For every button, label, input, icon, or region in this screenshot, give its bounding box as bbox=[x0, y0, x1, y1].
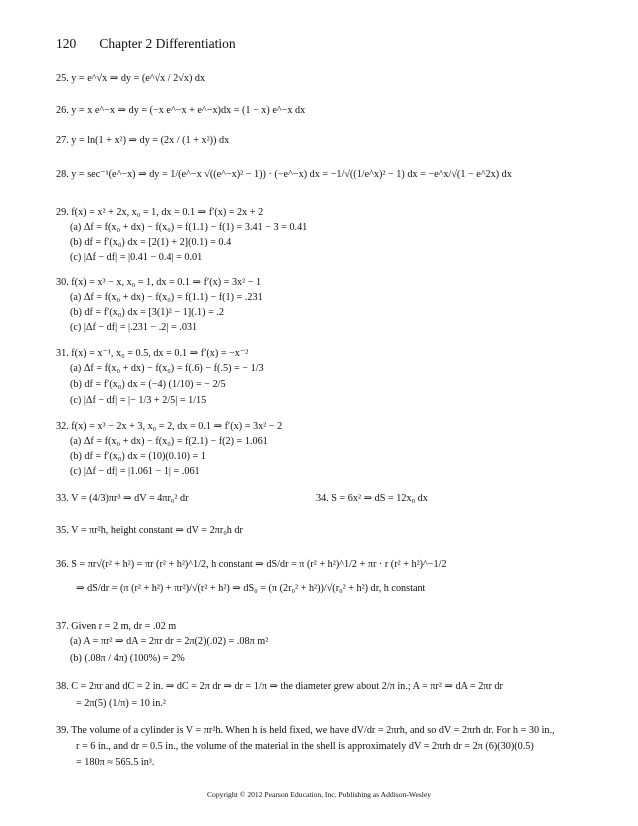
solution-line: (b) (.08π / 4π) (100%) = 2% bbox=[70, 653, 185, 664]
solution-line: (b) df = f′(x₀) dx = [2(1) + 2](0.1) = 0.4 bbox=[70, 237, 232, 248]
solution-line: 28. y = sec⁻¹(e^−x) ⇒ dy = 1/(e^−x √((e^−x)² − 1)) · (−e^−x) dx = −1/√((1/e^x)² − 1) dx = −e^x/√(1 − e^2x) dx bbox=[56, 169, 512, 180]
solution-line: (a) Δf = f(x₀ + dx) − f(x₀) = f(1.1) − f(1) = .231 bbox=[70, 292, 263, 303]
solution-line: 27. y = ln(1 + x²) ⇒ dy = (2x / (1 + x²)) dx bbox=[56, 135, 230, 146]
solution-line: 30. f(x) = x³ − x, x₀ = 1, dx = 0.1 ⇒ f′(x) = 3x² − 1 bbox=[56, 277, 262, 288]
solution-line: 32. f(x) = x³ − 2x + 3, x₀ = 2, dx = 0.1 ⇒ f′(x) = 3x² − 2 bbox=[56, 421, 283, 432]
solution-line: (c) |Δf − df| = |.231 − .2| = .031 bbox=[70, 322, 198, 333]
solution-line: (a) Δf = f(x₀ + dx) − f(x₀) = f(2.1) − f(2) = 1.061 bbox=[70, 436, 268, 447]
solution-line: 37. Given r = 2 m, dr = .02 m bbox=[56, 621, 177, 632]
solution-line: ⇒ dS/dr = (π (r² + h²) + πr²)/√(r² + h²) ⇒ dS₀ = (π (2r₀² + h²))/√(r₀² + h²) dr, h constant bbox=[76, 583, 426, 594]
solution-line: 29. f(x) = x² + 2x, x₀ = 1, dx = 0.1 ⇒ f′(x) = 2x + 2 bbox=[56, 207, 264, 218]
page-header bbox=[56, 36, 236, 52]
solution-line: (c) |Δf − df| = |0.41 − 0.4| = 0.01 bbox=[70, 252, 203, 263]
solution-line: 25. y = e^√x ⇒ dy = (e^√x / 2√x) dx bbox=[56, 73, 206, 84]
solution-line: 35. V = πr²h, height constant ⇒ dV = 2πr₀h dr bbox=[56, 525, 243, 536]
solution-line: 38. C = 2πr and dC = 2 in. ⇒ dC = 2π dr ⇒ dr = 1/π ⇒ the diameter grew about 2/π in.; A = πr² ⇒ dA = 2πr dr bbox=[56, 681, 503, 692]
solution-line: 26. y = x e^−x ⇒ dy = (−x e^−x + e^−x)dx = (1 − x) e^−x dx bbox=[56, 105, 306, 116]
solution-line: 34. S = 6x² ⇒ dS = 12x₀ dx bbox=[316, 493, 428, 504]
solution-line: 36. S = πr√(r² + h²) = πr (r² + h²)^1/2, h constant ⇒ dS/dr = π (r² + h²)^1/2 + πr · r (r² + h²)^−1/2 bbox=[56, 559, 447, 570]
solution-line: (a) Δf = f(x₀ + dx) − f(x₀) = f(.6) − f(.5) = − 1/3 bbox=[70, 363, 264, 374]
solution-line: (c) |Δf − df| = |1.061 − 1| = .061 bbox=[70, 466, 200, 477]
solution-line: = 180π ≈ 565.5 in³. bbox=[76, 757, 155, 768]
solution-line: 39. The volume of a cylinder is V = πr²h. When h is held fixed, we have dV/dr = 2πrh, and so dV = 2πrh dr. For h = 30 in., bbox=[56, 725, 555, 736]
solution-line: = 2π(5) (1/π) = 10 in.² bbox=[76, 698, 166, 709]
copyright-footer: Copyright © 2012 Pearson Education, Inc. Publishing as Addison-Wesley bbox=[206, 790, 432, 799]
solution-line: (c) |Δf − df| = |− 1/3 + 2/5| = 1/15 bbox=[70, 395, 207, 406]
solution-line: (b) df = f′(x₀) dx = [3(1)² − 1](.1) = .2 bbox=[70, 307, 225, 318]
solution-line: r = 6 in., and dr = 0.5 in., the volume of the material in the shell is approximately dV = 2πrh dr = 2π (6)(30)(0.5) bbox=[76, 741, 534, 752]
solution-line: 31. f(x) = x⁻¹, x₀ = 0.5, dx = 0.1 ⇒ f′(x) = −x⁻² bbox=[56, 348, 249, 359]
solution-line: (a) Δf = f(x₀ + dx) − f(x₀) = f(1.1) − f(1) = 3.41 − 3 = 0.41 bbox=[70, 222, 308, 233]
chapter-title: Chapter 2 Differentiation bbox=[99, 36, 236, 51]
solution-line: 33. V = (4/3)πr³ ⇒ dV = 4πr₀² dr bbox=[56, 493, 189, 504]
solution-line: (a) A = πr² ⇒ dA = 2πr dr = 2π(2)(.02) = .08π m² bbox=[70, 636, 269, 647]
solution-line: (b) df = f′(x₀) dx = (10)(0.10) = 1 bbox=[70, 451, 206, 462]
page-number: 120 bbox=[56, 36, 77, 51]
solution-line: (b) df = f′(x₀) dx = (−4) (1/10) = − 2/5 bbox=[70, 379, 226, 390]
